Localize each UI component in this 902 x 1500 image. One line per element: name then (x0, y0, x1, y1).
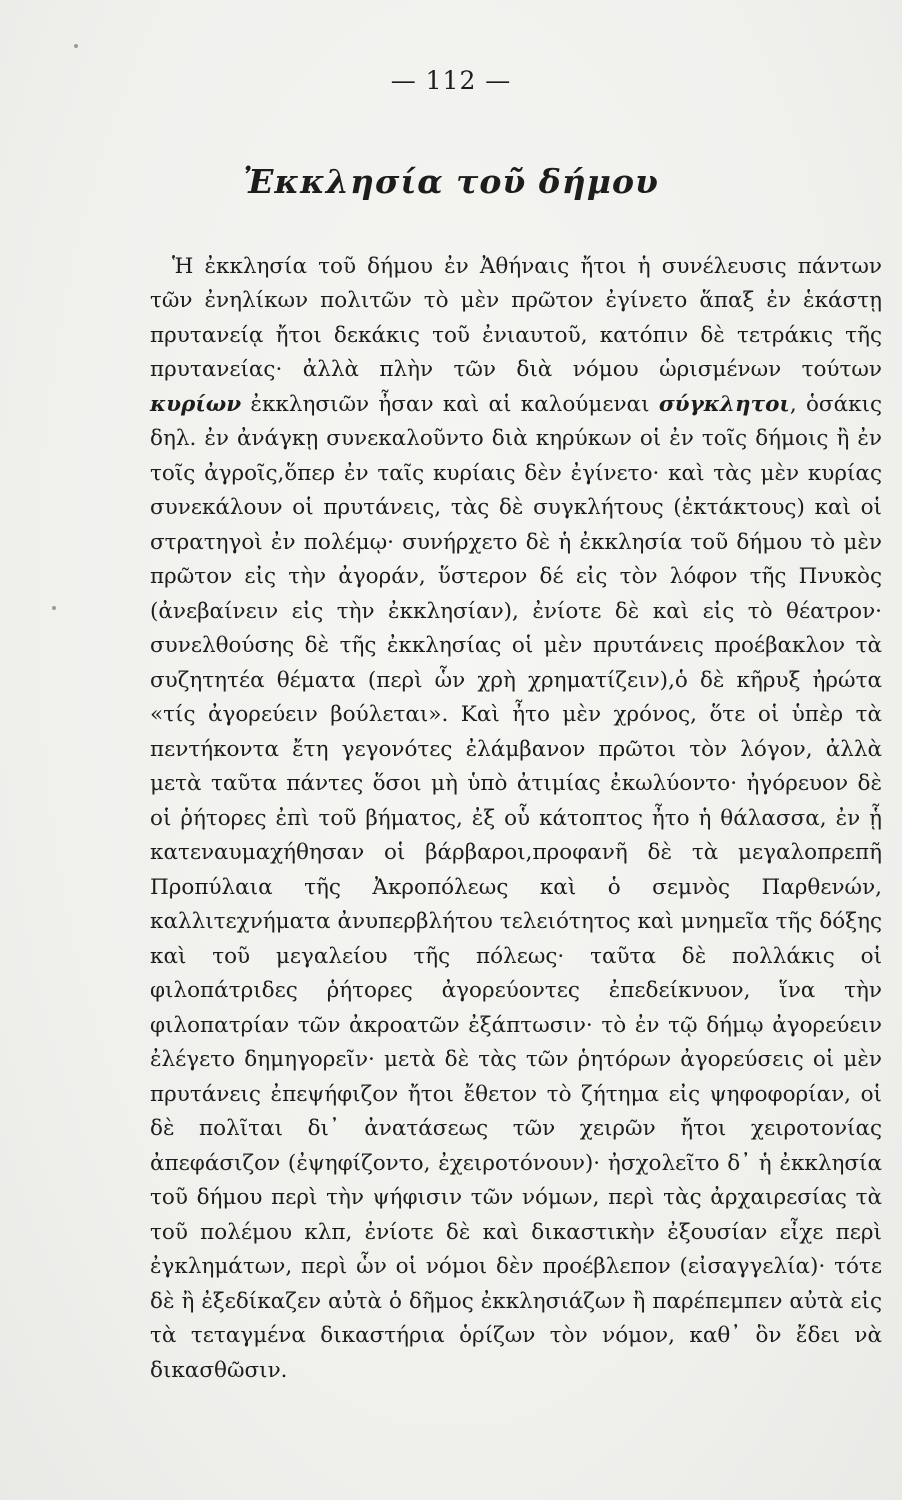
body-text-part-2: ἐκκλησιῶν ἦσαν καὶ αἱ καλούμεναι (241, 391, 659, 417)
chapter-title: Ἐκκλησία τοῦ δήμου (243, 162, 659, 201)
paper-speck (52, 606, 56, 610)
body-text-part-3: , ὁσάκις δηλ. ἐν ἀνάγκῃ συνεκαλοῦντο διὰ κηρύκων οἱ ἐν τοῖς δήμοις ἢ ἐν τοῖς ἀγροῖς,ὅπερ ἐν ταῖς κυρίαις δὲν ἐγίνετο· καὶ τὰς μὲν κυρίας συνεκάλουν οἱ πρυτάνεις, τὰς δὲ συγκλήτους (ἐκτάκτους) καὶ οἱ στρατηγοὶ ἐν πολέμῳ· συνήρχετο δὲ ἡ ἐκκλησία τοῦ δήμου τὸ μὲν πρῶτον εἰς τὴν ἀγοράν, ὕστερον δέ εἰς τὸν λόφον τῆς Πνυκὸς (ἀνεβαίνειν εἰς τὴν ἐκκλησίαν), ἐνίοτε δὲ καὶ εἰς τὸ θέατρον· συνελθούσης δὲ τῆς ἐκκλησίας οἱ μὲν πρυτάνεις προέβακλον τὰ συζητητέα θέματα (περὶ ὧν χρὴ χρηματίζειν),ὁ δὲ κῆρυξ ἠρώτα «τίς ἀγορεύειν βούλεται». Καὶ ἦτο μὲν χρόνος, ὅτε οἱ ὑπὲρ τὰ πεντήκοντα ἔτη γεγονότες ἐλάμβανον πρῶτοι τὸν λόγον, ἀλλὰ μετὰ ταῦτα πάντες ὅσοι μὴ ὑπὸ ἀτιμίας ἐκωλύοντο· ἠγόρευον δὲ οἱ ῥήτορες ἐπὶ τοῦ βήματος, ἐξ οὗ κάτοπτος ἦτο ἡ θάλασσα, ἐν ᾗ κατεναυμαχήθησαν οἱ βάρβαροι,προφανῆ δὲ τὰ μεγαλοπρεπῆ Προπύλαια τῆς Ἀκροπόλεως καὶ ὁ σεμνὸς Παρθενών, καλλιτεχνήματα ἀνυπερβλήτου τελειότητος καὶ μνημεῖα τῆς δόξης καὶ τοῦ μεγαλείου τῆς πόλεως· ταῦτα δὲ πολλάκις οἱ φιλοπάτριδες ῥήτορες ἀγορεύοντες ἐπεδείκνυον, ἵνα τὴν φιλοπατρίαν τῶν ἀκροατῶν ἐξάπτωσιν· τὸ ἐν τῷ δήμῳ ἀγορεύειν ἐλέγετο δημηγορεῖν· μετὰ δὲ τὰς τῶν ῥητόρων ἀγορεύσεις οἱ μὲν πρυτάνεις ἐπεψήφιζον ἤτοι ἔθετον τὸ ζήτημα εἰς ψηφοφορίαν, οἱ δὲ πολῖται δι᾿ ἀνατάσεως τῶν χειρῶν ἤτοι χειροτονίας ἀπεφάσιζον (ἐψηφίζοντο, ἐχειροτόνουν)· ἠσχολεῖτο δ᾿ ἡ ἐκκλησία τοῦ δήμου περὶ τὴν ψήφισιν τῶν νόμων, περὶ τὰς ἀρχαιρεσίας τὰ τοῦ πολέμου κλπ, ἐνίοτε δὲ καὶ δικαστικὴν ἐξουσίαν εἶχε περὶ ἐγκλημάτων, περὶ ὧν οἱ νόμοι δὲν προέβλεπον (εἰσαγγελία)· τότε δὲ ἢ ἐξεδίκαζεν αὐτὰ ὁ δῆμος ἐκκλησιάζων ἢ παρέπεμπεν αὐτὰ εἰς τὰ τεταγμένα δικαστήρια ὁρίζων τὸν νόμον, καθ᾿ ὃν ἔδει νὰ δικασθῶσιν. (150, 391, 883, 1383)
page-number: — 112 — (390, 66, 512, 95)
body-paragraph (150, 250, 882, 1389)
paper-speck (74, 44, 78, 48)
body-text-part-1: Ἡ ἐκκλησία τοῦ δήμου ἐν Ἀθήναις ἤτοι ἡ συνέλευσις πάντων τῶν ἐνηλίκων πολιτῶν τὸ μὲν πρῶτον ἐγίνετο ἅπαξ ἐν ἑκάστῃ πρυτανείᾳ ἤτοι δεκάκις τοῦ ἐνιαυτοῦ, κατόπιν δὲ τετράκις τῆς πρυτανείας· ἀλλὰ πλὴν τῶν διὰ νόμου ὡρισμένων τούτων (150, 253, 882, 382)
emphasized-term-kyrion: κυρίων (150, 391, 242, 417)
emphasized-term-synkletoi: σύγκλητοι (658, 391, 790, 417)
